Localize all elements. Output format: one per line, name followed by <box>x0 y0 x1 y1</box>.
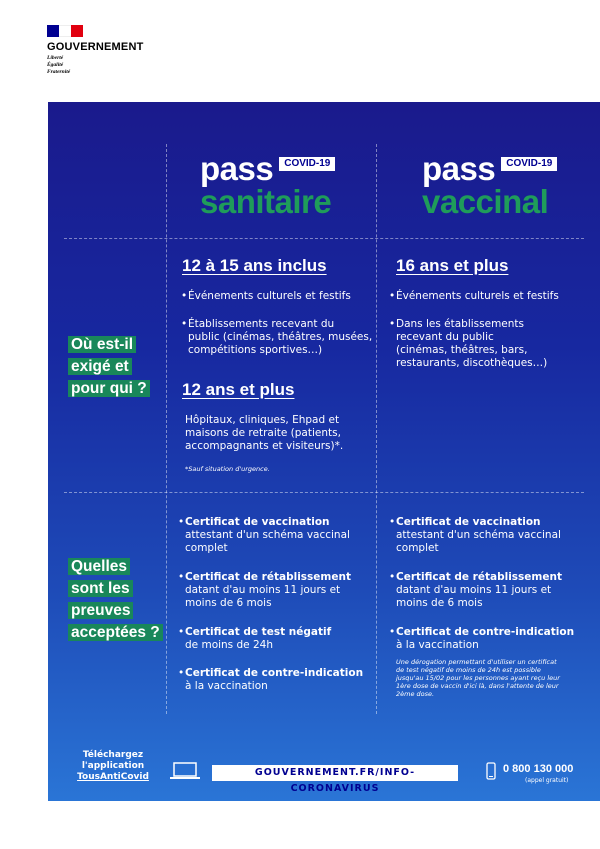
age-heading: 16 ans et plus <box>396 256 509 275</box>
brand-motto: Liberté Égalité Fraternité <box>47 55 71 75</box>
divider <box>166 144 167 714</box>
divider <box>64 492 584 493</box>
list-item: • Certificat de vaccination attestant d'un schéma vaccinal complet <box>178 516 350 554</box>
flag-icon <box>47 25 83 37</box>
pass-vaccinal-title: pass COVID-19 vaccinal <box>422 152 557 218</box>
covid-tag: COVID-19 <box>279 157 335 171</box>
footnote: *Sauf situation d'urgence. <box>185 465 270 473</box>
list-item: • Certificat de rétablissement datant d'au moins 11 jours et moins de 6 mois <box>178 571 351 609</box>
download-app: Téléchargez l'application TousAntiCovid <box>68 750 158 783</box>
phone-icon <box>486 762 496 780</box>
laptop-icon <box>170 762 200 780</box>
list-item: • Certificat de contre-indication à la vaccination <box>389 626 575 651</box>
covid-tag: COVID-19 <box>501 157 557 171</box>
pass-sanitaire-title: pass COVID-19 sanitaire <box>200 152 335 218</box>
phone-note: (appel gratuit) <box>525 777 569 784</box>
list-item: • Certificat de test négatif de moins de 24h <box>178 626 332 651</box>
list-item: • Événements culturels et festifs <box>181 290 351 302</box>
list-item: • Certificat de vaccination attestant d'un schéma vaccinal complet <box>389 516 561 554</box>
brand-name: GOUVERNEMENT <box>47 41 144 53</box>
list-item: • Établissements recevant du public (cinémas, théâtres, musées, compétitions sportives…) <box>181 318 373 356</box>
divider <box>376 144 377 714</box>
info-panel <box>48 102 600 801</box>
derogation-note: Une dérogation permettant d'utiliser un certificat de test négatif de moins de 24h est possible jusqu'au 15/02 pour les personnes ayant reçu leur 1ère dose de vaccin d'ici là, dans l'attente de leur 2ème dose. <box>396 658 560 698</box>
age-heading: 12 ans et plus <box>182 380 295 399</box>
list-item: • Certificat de contre-indication à la vaccination <box>178 667 364 692</box>
list-item: • Dans les établissements recevant du public (cinémas, théâtres, bars, restaurants, discothèques…) <box>389 318 548 369</box>
list-item: • Certificat de rétablissement datant d'au moins 11 jours et moins de 6 mois <box>389 571 562 609</box>
divider <box>64 238 584 239</box>
row-label-where: Où est-il exigé et pour qui ? <box>68 334 150 400</box>
app-link[interactable]: TousAntiCovid <box>77 772 149 782</box>
list-item: • Événements culturels et festifs <box>389 290 559 302</box>
info-url[interactable]: GOUVERNEMENT.FR/INFO-CORONAVIRUS <box>212 765 458 781</box>
phone-number: 0 800 130 000 <box>503 763 574 775</box>
row-label-proofs: Quelles sont les preuves acceptées ? <box>68 556 163 644</box>
government-logo <box>47 25 144 76</box>
age-heading: 12 à 15 ans inclus <box>182 256 327 275</box>
hospital-text: Hôpitaux, cliniques, Ehpad et maisons de retraite (patients, accompagnants et visiteurs)*. <box>185 414 344 452</box>
